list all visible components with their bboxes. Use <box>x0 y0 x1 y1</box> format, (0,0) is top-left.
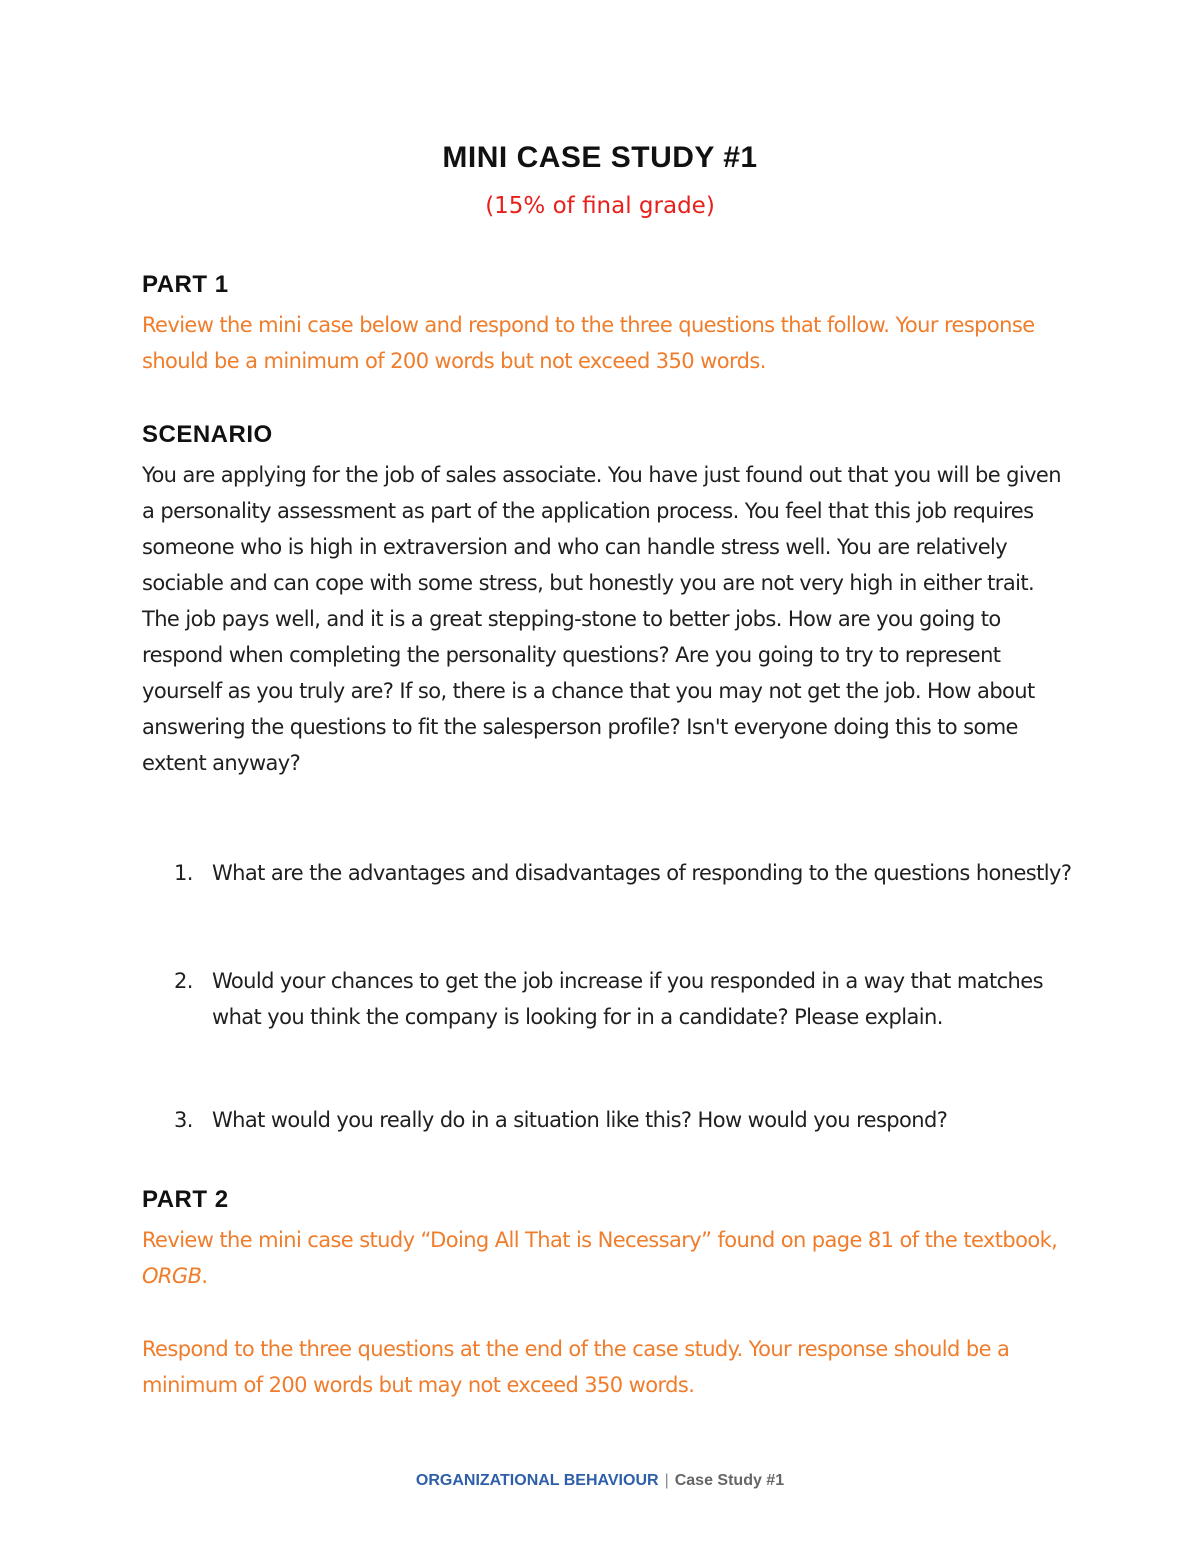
question-number: 3. <box>174 1108 193 1132</box>
textbook-title: ORGB <box>142 1264 202 1288</box>
part2-response-requirements: Respond to the three questions at the end of the case study. Your response should be a minimum of 200 words but may not exceed 350 words. <box>142 1337 1010 1397</box>
question-text: Would your chances to get the job increase if you responded in a way that matches what you think the company is looking for in a candidate? Please explain. <box>212 969 1043 1029</box>
page-title: MINI CASE STUDY #1 <box>442 141 758 174</box>
part2-instructions <box>142 1222 1067 1294</box>
part1-instructions: Review the mini case below and respond to the three questions that follow. Your response should be a minimum of 200 words but not exceed 350 words. <box>142 313 1035 373</box>
part2-heading: PART 2 <box>142 1186 229 1213</box>
page-footer <box>0 1472 1200 1490</box>
question-text: What would you really do in a situation like this? How would you respond? <box>212 1108 948 1132</box>
part2-instructions-end: . <box>201 1264 208 1288</box>
footer-separator: | <box>664 1472 669 1489</box>
footer-course: ORGANIZATIONAL BEHAVIOUR <box>415 1472 659 1489</box>
question-number: 1. <box>174 861 193 885</box>
grade-weight: (15% of final grade) <box>485 193 715 219</box>
part2-instructions-text: Review the mini case study “Doing All That is Necessary” found on page 81 of the textbook, <box>142 1228 1058 1252</box>
footer-doc-title: Case Study #1 <box>674 1472 785 1489</box>
question-number: 2. <box>174 969 193 993</box>
scenario-heading: SCENARIO <box>142 421 273 448</box>
scenario-text: You are applying for the job of sales associate. You have just found out that you will be given a personality assessment as part of the application process. You feel that this job requires someone who is high in extraversion and who can handle stress well. You are relatively sociable and can cope with some stress, but honestly you are not very high in either trait. The job pays well, and it is a great stepping-stone to better jobs. How are you going to respond when completing the personality questions? Are you going to try to represent yourself as you truly are? If so, there is a chance that you may not get the job. How about answering the questions to fit the salesperson profile? Isn't everyone doing this to some extent anyway? <box>142 463 1061 775</box>
part1-heading: PART 1 <box>142 271 229 298</box>
question-text: What are the advantages and disadvantages of responding to the questions honestly? <box>212 861 1072 885</box>
